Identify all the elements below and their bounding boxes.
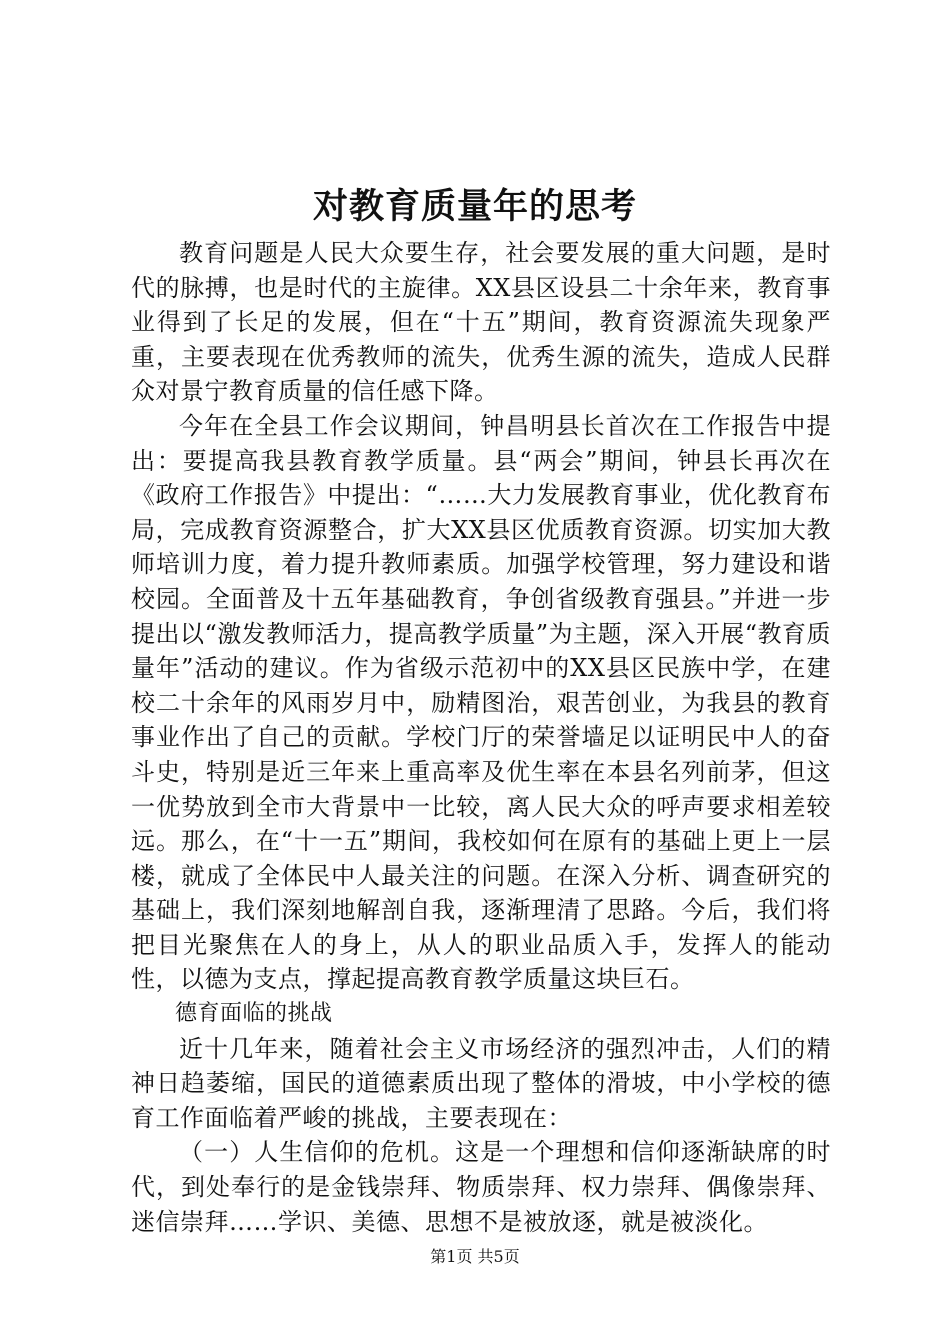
- paragraph: （一）人生信仰的危机。这是一个理想和信仰逐渐缺席的时代，到处奉行的是金钱崇拜、物质崇拜、权力崇拜、偶像崇拜、迷信崇拜……学识、美德、思想不是被放逐，就是被淡化。: [131, 1138, 831, 1236]
- document-title: 对教育质量年的思考: [312, 186, 637, 227]
- paragraph: 教育问题是人民大众要生存，社会要发展的重大问题，是时代的脉搏，也是时代的主旋律。XX县区设县二十余年来，教育事业得到了长足的发展，但在“十五”期间，教育资源流失现象严重，主要表现在优秀教师的流失，优秀生源的流失，造成人民群众对景宁教育质量的信任感下降。: [131, 239, 831, 406]
- page-number-footer: 第1页 共5页: [430, 1247, 520, 1266]
- document-body: [131, 236, 831, 1239]
- section-heading: 德育面临的挑战: [175, 1001, 333, 1027]
- paragraph: 今年在全县工作会议期间，钟昌明县长首次在工作报告中提出：要提高我县教育教学质量。县“两会”期间，钟县长再次在《政府工作报告》中提出：“……大力发展教育事业，优化教育布局，完成教育资源整合，扩大XX县区优质教育资源。切实加大教师培训力度，着力提升教师素质。加强学校管理，努力建设和谐校园。全面普及十五年基础教育，争创省级教育强县。”并进一步提出以“激发教师活力，提高教学质量”为主题，深入开展“教育质量年”活动的建议。作为省级示范初中的XX县区民族中学，在建校二十余年的风雨岁月中，励精图治，艰苦创业，为我县的教育事业作出了自己的贡献。学校门厅的荣誉墙足以证明民中人的奋斗史，特别是近三年来上重高率及优生率在本县名列前茅，但这一优势放到全市大背景中一比较，离人民大众的呼声要求相差较远。那么，在“十一五”期间，我校如何在原有的基础上更上一层楼，就成了全体民中人最关注的问题。在深入分析、调查研究的基础上，我们深刻地解剖自我，逐渐理清了思路。今后，我们将把目光聚焦在人的身上，从人的职业品质入手，发挥人的能动性，以德为支点，撑起提高教育教学质量这块巨石。: [131, 411, 831, 994]
- paragraph: 近十几年来，随着社会主义市场经济的强烈冲击，人们的精神日趋萎缩，国民的道德素质出现了整体的滑坡，中小学校的德育工作面临着严峻的挑战，主要表现在：: [131, 1034, 831, 1132]
